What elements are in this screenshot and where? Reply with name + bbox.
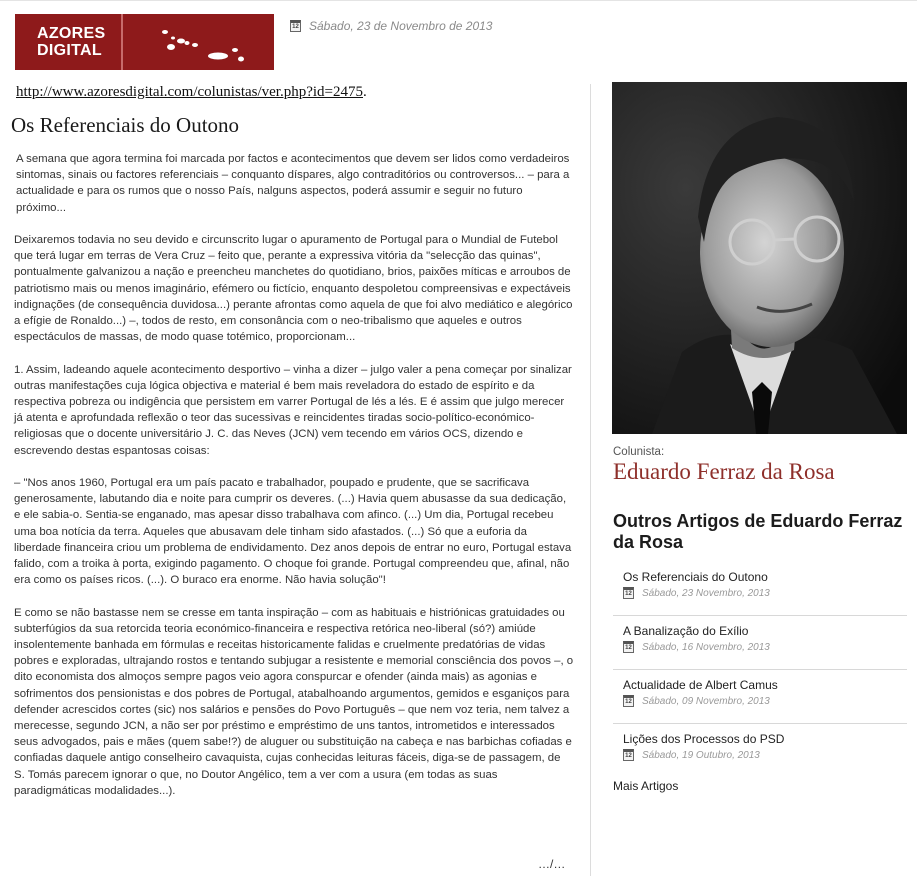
- list-item[interactable]: [613, 724, 907, 778]
- list-item[interactable]: [613, 562, 907, 616]
- article-body: [14, 151, 574, 815]
- top-divider: [0, 0, 917, 1]
- other-articles-list: [613, 562, 907, 778]
- calendar-icon: [623, 587, 634, 599]
- other-article-title[interactable]: A Banalização do Exílio: [623, 624, 749, 638]
- calendar-icon: [623, 749, 634, 761]
- logo-line-1: AZORES: [37, 25, 106, 42]
- article-paragraph: – "Nos anos 1960, Portugal era um país pacato e trabalhador, poupado e prudente, que se sacrificava generosamente, labutando dia e noite para cumprir os deveres. (...) Havia quem abusasse da sua dedicação, e ele sabia-o. Sentia-se enganado, mas apesar disso trabalhava com afinco. (...) Um dia, Portugal recebeu uma boa notícia da terra. Aqueles que abusavam dele tinham sido afastados. (...) Só que a euforia da liberdade financeira criou um problema de endividamento. Dez anos depois de entrar no euro, Portugal estava falido, com a troika à porta, exigindo pagamento. O choque foi grande. Portugal compreendeu que, afinal, não era como os países ricos. (...). O buraco era enorme. Não havia solução"!: [14, 477, 572, 587]
- other-article-date: [623, 587, 907, 599]
- article-paragraph: E como se não bastasse nem se cresse em tanta inspiração – com as habituais e histriónicas gratuidades ou subterfúgios da sua retorcida teoria económico-financeira e respectiva retórica neo-liberal (só?) amiúde insolentemente banhada em fórmulas e receitas historicamente falidas e cruelmente predatórias de vidas pobres e exploradas, ultrajando rostos e tentando subjugar a resistente e memorial consciência dos povos –, o dito economista dos almoços sempre pagos veio agora conspurcar e ofender (ainda mais) as agonias e sofrimentos dos pensionistas e dos pobres de Portugal, atabalhoando argumentos, gemidos e esganiços para defender acrescidos cortes (sic) nos salários e pensões do Povo Português – que nem voz teria, nem talvez a merecesse, segundo JCN, a não ser por préstimo e empréstimo de uns tantos, intrometidos e interessados seus advogados, pais e mães (quem sabe!?) de aluguer ou substituição na cabeça e nas barbichas cofiadas e confiadas daquele antigo conselheiro cavaquista, cujas conhecidas leituras fáceis, diga-se de passagem, de S. Tomás parecem ignorar o que, no Doutor Angélico, tem a ver com a usura (em todas as suas paradigmáticas modalidades...).: [14, 606, 574, 797]
- other-article-date-text: Sábado, 09 Novembro, 2013: [642, 695, 770, 707]
- publication-date-text: Sábado, 23 de Novembro de 2013: [309, 19, 493, 33]
- other-articles-heading: Outros Artigos de Eduardo Ferraz da Rosa: [613, 511, 903, 552]
- list-item[interactable]: [613, 616, 907, 670]
- other-article-date: [623, 695, 907, 707]
- column-divider: [590, 84, 591, 876]
- logo-line-2: DIGITAL: [37, 42, 102, 59]
- calendar-icon: [623, 695, 634, 707]
- article-paragraph: A semana que agora termina foi marcada por factos e acontecimentos que devem ser lidos como verdadeiros sintomas, sinais ou factores referenciais – conquanto díspares, algo contraditórios ou controversos... – para a actualidade e para os rumos que o nosso País, nalguns aspectos, poderá assumir e seguir no futuro próximo...: [16, 153, 570, 214]
- columnist-label: Colunista:: [613, 446, 665, 458]
- more-articles-link[interactable]: Mais Artigos: [613, 779, 679, 793]
- article-url-link[interactable]: http://www.azoresdigital.com/colunistas/ver.php?id=2475: [16, 84, 364, 100]
- columnist-photo: [612, 82, 907, 434]
- article-continuation: …/…: [538, 857, 566, 871]
- columnist-name: Eduardo Ferraz da Rosa: [613, 459, 835, 484]
- other-article-date-text: Sábado, 19 Outubro, 2013: [642, 749, 760, 761]
- article-paragraph: Deixaremos todavia no seu devido e circunscrito lugar o apuramento de Portugal para o Mundial de Futebol que terá lugar em terras de Vera Cruz – feito que, perante a expressiva vitória da "selecção das quinas", pontualmente galvanizou a nação e preencheu manchetes do quotidiano, brios, paixões míticas e arroubos de patriotismo mais ou menos imaginário, efémero ou fictício, enquanto despoletou compreensivas e expectáveis indignações (de consequência duvidosa...) perante afrontas como aquela de que foi alvo mediático e alegórico a efígie de Ronaldo...) –, todos de resto, em consonância com o neo-tribalismo que aqueles e outros espectáculos de massas, de modo quase totémico, proporcionam...: [14, 234, 573, 344]
- article-title: Os Referenciais do Outono: [11, 113, 240, 137]
- other-article-title[interactable]: Os Referenciais do Outono: [623, 570, 768, 584]
- other-article-date-text: Sábado, 23 Novembro, 2013: [642, 587, 770, 599]
- logo-wordmark: [15, 14, 121, 70]
- calendar-icon: [290, 20, 301, 32]
- publication-date: [290, 19, 492, 33]
- other-article-title[interactable]: Actualidade de Albert Camus: [623, 678, 778, 692]
- url-trailing-period: .: [363, 84, 367, 100]
- calendar-icon: [623, 641, 634, 653]
- other-article-title[interactable]: Lições dos Processos do PSD: [623, 732, 785, 746]
- article-paragraph: 1. Assim, ladeando aquele acontecimento desportivo – vinha a dizer – julgo valer a pena começar por sinalizar outras manifestações cuja lógica objectiva e material é bem mais reveladora do estado de espírito e da respectiva pobreza ou indigência que persistem em varrer Portugal de lés a lés. E é assim que julgo merecer já atenta e aprofundada reflexão o teor das sucessivas e reincidentes tiradas socio-político-económico-religiosas que o docente universitário J. C. das Neves (JCN) vem tecendo em vários OCS, dizendo e escrevendo destas espantosas coisas:: [14, 363, 572, 457]
- site-logo[interactable]: [15, 14, 274, 70]
- azores-islands-icon: [123, 14, 274, 70]
- list-item[interactable]: [613, 670, 907, 724]
- other-article-date: [623, 749, 907, 761]
- article-url-line: [16, 84, 367, 101]
- other-article-date: [623, 641, 907, 653]
- other-article-date-text: Sábado, 16 Novembro, 2013: [642, 641, 770, 653]
